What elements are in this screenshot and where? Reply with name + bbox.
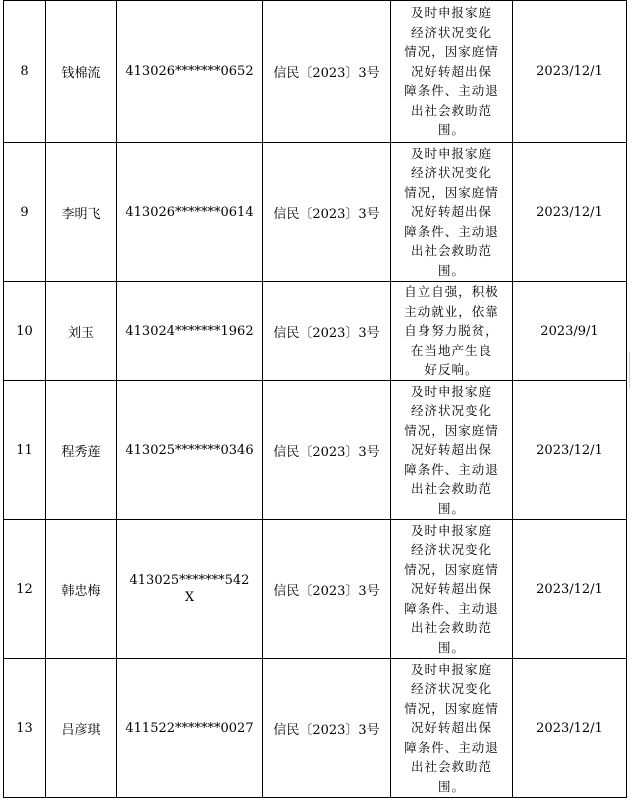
id-number-suffix: X bbox=[184, 590, 195, 605]
date: 2023/12/1 bbox=[513, 520, 627, 659]
reason-line: 出社会救助范 bbox=[410, 620, 492, 636]
reason-line: 经济状况变化 bbox=[410, 542, 492, 558]
document-number: 信民〔2023〕3号 bbox=[263, 659, 391, 798]
reason-cell bbox=[391, 143, 513, 282]
reason-line: 情况，因家庭情 bbox=[404, 184, 499, 200]
id-number-text: 413026*******0614 bbox=[125, 204, 254, 220]
row-number: 11 bbox=[4, 381, 46, 520]
reason-line: 好反响。 bbox=[424, 362, 479, 378]
reason-cell bbox=[391, 520, 513, 659]
id-number-text: 411522*******0027 bbox=[125, 720, 254, 736]
table-row bbox=[4, 381, 627, 520]
id-number-text: 413025*******542 bbox=[129, 573, 250, 588]
person-name: 刘玉 bbox=[46, 282, 117, 381]
reason-line: 障条件、主动退 bbox=[404, 461, 499, 477]
date: 2023/12/1 bbox=[513, 1, 627, 143]
reason-line: 在当地产生良 bbox=[410, 342, 492, 358]
reason-line: 出社会救助范 bbox=[410, 759, 492, 775]
records-table bbox=[3, 0, 627, 798]
reason-line: 经济状况变化 bbox=[410, 403, 492, 419]
reason-line: 围。 bbox=[437, 639, 465, 655]
document-number: 信民〔2023〕3号 bbox=[263, 1, 391, 143]
row-number: 9 bbox=[4, 143, 46, 282]
id-number bbox=[117, 659, 263, 798]
id-number-text: 413026*******0652 bbox=[125, 64, 254, 79]
reason-cell bbox=[391, 381, 513, 520]
reason-line: 及时申报家庭 bbox=[410, 145, 492, 161]
document-number: 信民〔2023〕3号 bbox=[263, 381, 391, 520]
reason-line: 障条件、主动退 bbox=[404, 83, 499, 99]
reason-line: 况好转超出保 bbox=[410, 204, 492, 220]
row-number: 13 bbox=[4, 659, 46, 798]
reason-line: 自立自强，积极 bbox=[404, 284, 499, 300]
id-number bbox=[117, 143, 263, 282]
reason-line: 情况，因家庭情 bbox=[404, 561, 499, 577]
reason-line: 及时申报家庭 bbox=[410, 522, 492, 538]
id-number bbox=[117, 1, 263, 143]
reason-line: 情况，因家庭情 bbox=[404, 700, 499, 716]
date: 2023/12/1 bbox=[513, 659, 627, 798]
reason-line: 障条件、主动退 bbox=[404, 739, 499, 755]
table-row bbox=[4, 1, 627, 143]
reason-cell bbox=[391, 1, 513, 143]
reason-line: 经济状况变化 bbox=[410, 24, 492, 40]
edge-divider bbox=[629, 352, 630, 388]
reason-line: 经济状况变化 bbox=[410, 681, 492, 697]
reason-line: 况好转超出保 bbox=[410, 581, 492, 597]
reason-line: 围。 bbox=[437, 500, 465, 516]
reason-line: 及时申报家庭 bbox=[410, 5, 492, 21]
id-number bbox=[117, 381, 263, 520]
person-name: 韩忠梅 bbox=[46, 520, 117, 659]
reason-line: 出社会救助范 bbox=[410, 102, 492, 118]
reason-line: 围。 bbox=[437, 262, 465, 278]
row-number: 12 bbox=[4, 520, 46, 659]
person-name: 程秀莲 bbox=[46, 381, 117, 520]
document-number: 信民〔2023〕3号 bbox=[263, 282, 391, 381]
reason-line: 障条件、主动退 bbox=[404, 600, 499, 616]
reason-line: 况好转超出保 bbox=[410, 442, 492, 458]
reason-line: 围。 bbox=[437, 778, 465, 794]
document-number: 信民〔2023〕3号 bbox=[263, 143, 391, 282]
id-number bbox=[117, 282, 263, 381]
table-row bbox=[4, 520, 627, 659]
date: 2023/12/1 bbox=[513, 143, 627, 282]
reason-line: 围。 bbox=[437, 122, 465, 138]
reason-line: 及时申报家庭 bbox=[410, 661, 492, 677]
table-row bbox=[4, 143, 627, 282]
person-name: 李明飞 bbox=[46, 143, 117, 282]
reason-line: 况好转超出保 bbox=[410, 720, 492, 736]
reason-line: 自身努力脱贫， bbox=[404, 323, 499, 339]
reason-line: 出社会救助范 bbox=[410, 481, 492, 497]
reason-cell bbox=[391, 659, 513, 798]
reason-line: 出社会救助范 bbox=[410, 243, 492, 259]
table-row bbox=[4, 659, 627, 798]
person-name: 钱棉流 bbox=[46, 1, 117, 143]
reason-line: 及时申报家庭 bbox=[410, 383, 492, 399]
id-number-text: 413024*******1962 bbox=[125, 323, 254, 339]
reason-cell bbox=[391, 282, 513, 381]
date: 2023/9/1 bbox=[513, 282, 627, 381]
reason-line: 情况，因家庭情 bbox=[404, 422, 499, 438]
reason-line: 障条件、主动退 bbox=[404, 223, 499, 239]
person-name: 吕彦琪 bbox=[46, 659, 117, 798]
date: 2023/12/1 bbox=[513, 381, 627, 520]
document-number: 信民〔2023〕3号 bbox=[263, 520, 391, 659]
id-number-text: 413025*******0346 bbox=[125, 442, 254, 458]
table-row bbox=[4, 282, 627, 381]
reason-line: 情况，因家庭情 bbox=[404, 44, 499, 60]
table-body bbox=[4, 1, 627, 798]
reason-line: 况好转超出保 bbox=[410, 63, 492, 79]
row-number: 10 bbox=[4, 282, 46, 381]
id-number bbox=[117, 520, 263, 659]
reason-line: 主动就业，依靠 bbox=[404, 303, 499, 319]
row-number: 8 bbox=[4, 1, 46, 143]
reason-line: 经济状况变化 bbox=[410, 165, 492, 181]
